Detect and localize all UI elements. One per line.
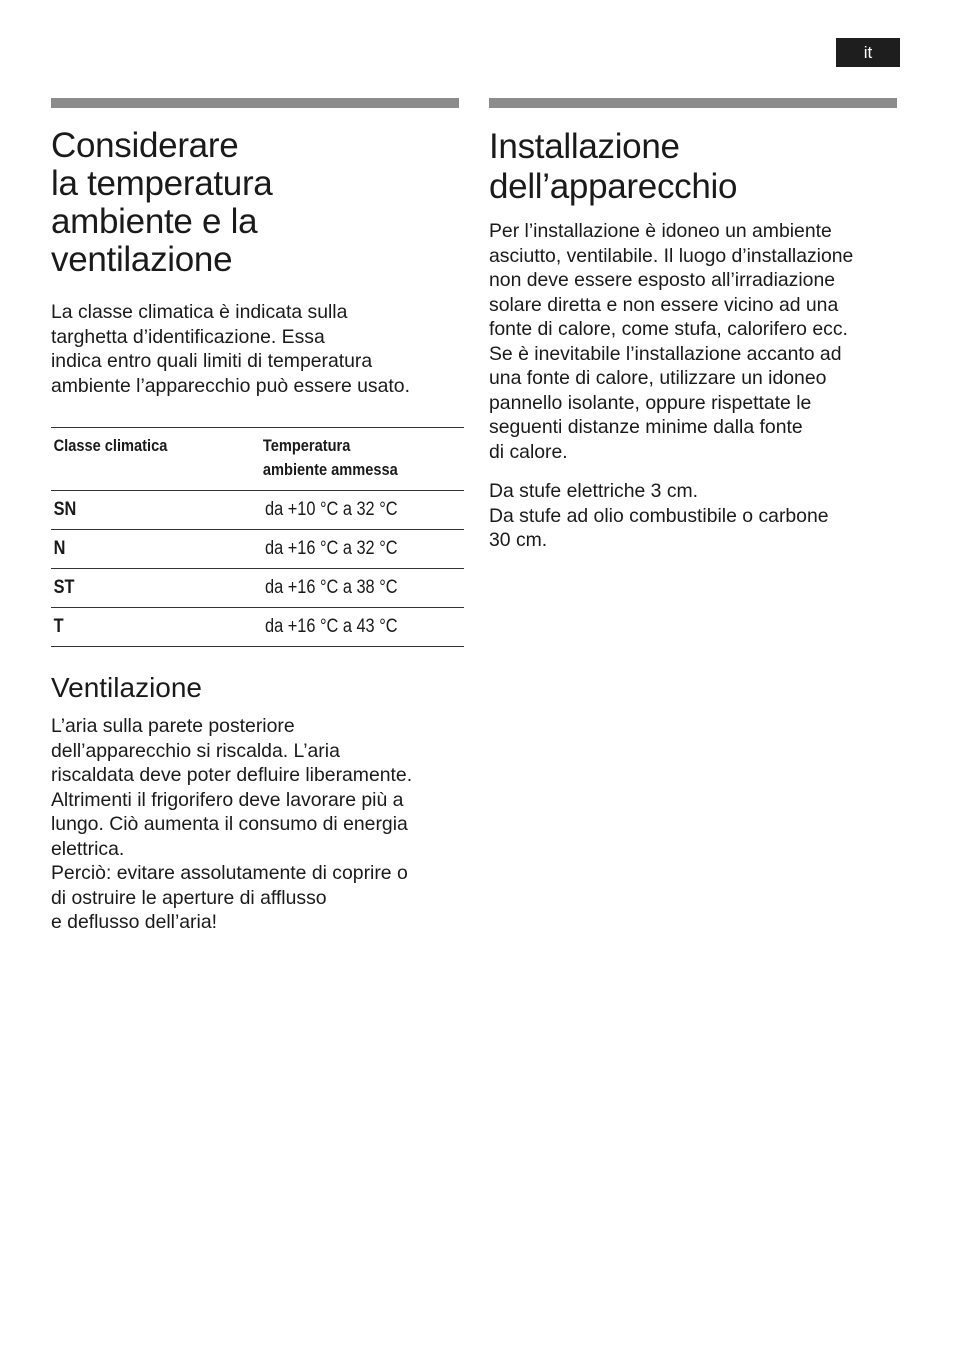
climate-intro-paragraph [51,300,465,398]
title-line: ventilazione [51,240,233,279]
text-line: Se è inevitabile l’installazione accanto ad [489,342,842,365]
text-line: e deflusso dell’aria! [51,911,217,933]
title-line: la temperatura [51,164,273,203]
text-line: riscaldata deve poter defluire liberamente. [51,764,413,786]
climate-class-cell: ST [51,569,222,608]
temperature-range-cell: da +16 °C a 43 °C [250,608,464,647]
section-title-climate [51,127,465,279]
text-line: una fonte di calore, utilizzare un idoneo [489,367,827,389]
climate-class-cell: N [51,530,222,569]
text-line: indica entro quali limiti di temperatura [51,350,373,372]
language-badge: it [836,38,900,67]
text-line: Da stufe ad olio combustibile o carbone [489,504,829,527]
title-line: Installazione [489,127,680,166]
table-row [51,491,464,530]
left-column [51,98,465,935]
table-row [51,530,464,569]
text-line: Per l’installazione è idoneo un ambiente [489,220,832,242]
ventilation-paragraph [51,714,465,935]
header-climate-class: Classe climatica [51,428,222,491]
header-line: Temperatura [262,436,351,455]
text-line: ambiente l’apparecchio può essere usato. [51,374,410,397]
text-line: fonte di calore, come stufa, calorifero ecc. [489,318,848,340]
text-line: L’aria sulla parete posteriore [51,715,295,737]
text-line: non deve essere esposto all’irradiazione [489,269,836,291]
temperature-range-cell: da +16 °C a 32 °C [250,530,464,569]
text-line: di calore. [489,440,568,463]
text-line: lungo. Ciò aumenta il consumo di energia [51,813,408,835]
section-rule [489,98,897,108]
right-column [489,98,904,553]
text-line: Altrimenti il frigorifero deve lavorare più a [51,788,404,811]
text-line: seguenti distanze minime dalla fonte [489,416,803,438]
header-allowed-temperature [250,428,434,491]
title-line: dell’apparecchio [489,167,738,206]
climate-class-cell: T [51,608,222,647]
ventilation-heading: Ventilazione [51,672,203,703]
text-line: elettrica. [51,837,125,860]
installation-paragraph [489,219,904,464]
table-row [51,608,464,647]
table-row [51,569,464,608]
text-line: pannello isolante, oppure rispettate le [489,391,812,414]
text-line: 30 cm. [489,529,548,551]
title-line: ambiente e la [51,202,258,241]
section-rule [51,98,459,108]
header-line: ambiente ammessa [262,460,398,479]
text-line: Perciò: evitare assolutamente di coprire o [51,862,408,884]
text-line: La classe climatica è indicata sulla [51,301,348,323]
text-line: solare diretta e non essere vicino ad una [489,293,839,316]
climate-class-cell: SN [51,491,222,530]
text-line: targhetta d’identificazione. Essa [51,325,325,348]
text-line: dell’apparecchio si riscalda. L’aria [51,739,340,762]
table-header-row [51,428,464,491]
stove-distances-paragraph [489,479,904,553]
climate-class-table [51,427,464,647]
text-line: asciutto, ventilabile. Il luogo d’installazione [489,244,854,267]
section-title-installation [489,127,904,207]
text-line: di ostruire le aperture di afflusso [51,886,327,909]
temperature-range-cell: da +10 °C a 32 °C [250,491,464,530]
text-line: Da stufe elettriche 3 cm. [489,480,699,502]
temperature-range-cell: da +16 °C a 38 °C [250,569,464,608]
title-line: Considerare [51,126,239,165]
